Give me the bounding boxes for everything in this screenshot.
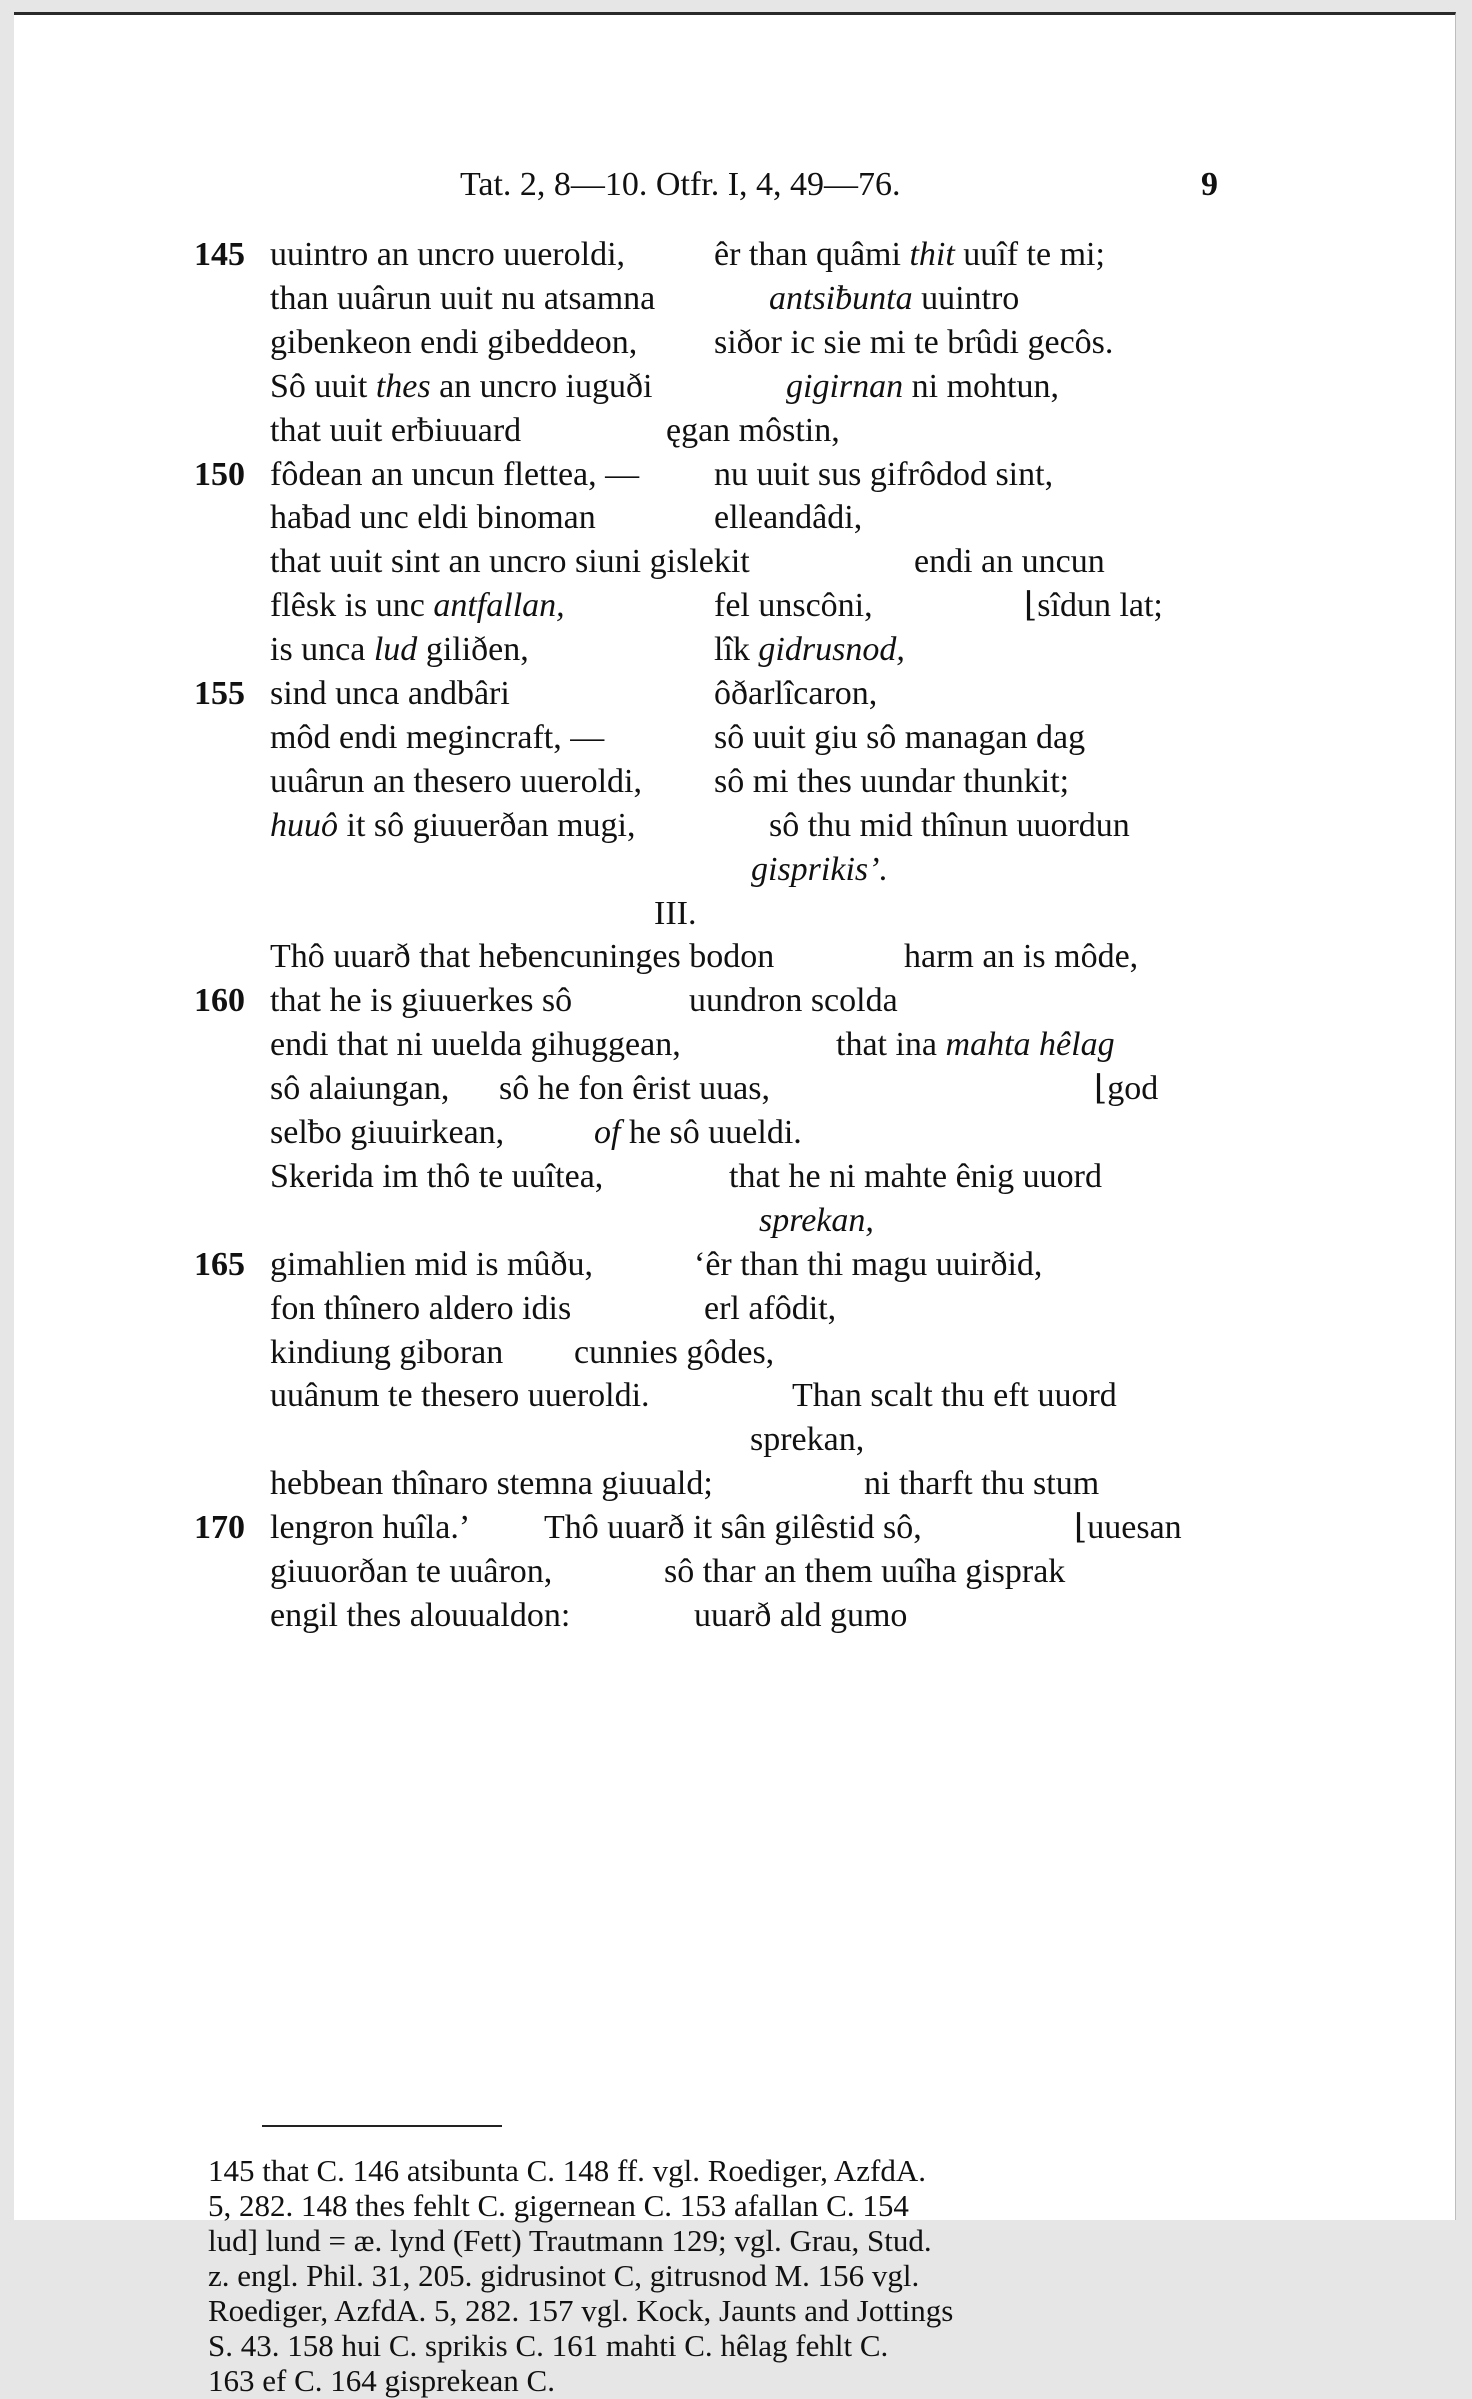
- footnote-line: 145 that C. 146 atsibunta C. 148 ff. vgl. Roediger, AzfdA.: [208, 2153, 926, 2188]
- verse-line: [194, 716, 1234, 760]
- text-run: haƀad unc eldi binoman: [270, 499, 596, 537]
- text-run: engil thes alouualdon:: [270, 1596, 571, 1634]
- second-half-line: [714, 496, 862, 540]
- second-half-line: [594, 1111, 802, 1155]
- second-half-line: [750, 1418, 864, 1462]
- footnote-line: 163 ef C. 164 gisprekean C.: [208, 2363, 555, 2398]
- verse-line: [194, 935, 1234, 979]
- text-run: it sô giuuerðan mugi,: [338, 806, 636, 844]
- footnote-rule: [262, 2125, 502, 2127]
- first-half-line: [270, 1550, 552, 1594]
- text-run: erl afôdit,: [704, 1289, 837, 1327]
- text-run: nu uuit sus gifrôdod sint,: [714, 455, 1054, 493]
- first-half-line: [270, 453, 639, 497]
- text-run: gigirnan: [786, 367, 904, 405]
- text-run: sô thu mid thînun uuordun: [769, 806, 1130, 844]
- second-half-line: [714, 453, 1053, 497]
- verse-line: [194, 1199, 1234, 1243]
- text-run: harm an is môde,: [904, 938, 1139, 976]
- second-half-line: [714, 672, 877, 716]
- text-run: êr than quâmi: [714, 236, 910, 273]
- first-half-line: [270, 1243, 593, 1287]
- footnote-line: lud] lund = æ. lynd (Fett) Trautmann 129; vgl. Grau, Stud.: [208, 2223, 932, 2258]
- text-run: flêsk is unc: [270, 587, 434, 625]
- second-half-line: [654, 892, 696, 936]
- text-run: sô he fon êrist uuas,: [499, 1070, 771, 1108]
- text-run: sprekan,: [750, 1421, 865, 1459]
- text-run: an uncro iuguði: [430, 367, 653, 405]
- text-run: fon thînero aldero idis: [270, 1289, 572, 1327]
- text-run: gisprikis’.: [751, 850, 888, 888]
- second-half-line: [544, 1506, 922, 1550]
- text-run: sô alaiungan,: [270, 1070, 450, 1108]
- text-run: than uuârun uuit nu atsamna: [270, 279, 656, 317]
- text-run: thes: [375, 367, 431, 405]
- text-run: that he ni mahte ênig uuord: [729, 1157, 1102, 1195]
- verse-line: [194, 1331, 1234, 1375]
- verse-line: [194, 453, 1234, 497]
- verse-line: [194, 672, 1234, 716]
- carried-over-text: ⌊sîdun lat;: [1024, 587, 1163, 625]
- first-half-line: [270, 584, 565, 628]
- text-run: antsiƀunta: [769, 279, 913, 317]
- first-half-line: [270, 409, 521, 453]
- second-half-line: [714, 321, 1113, 365]
- first-half-line: [270, 1067, 449, 1111]
- first-half-line: [270, 628, 529, 672]
- text-run: fel unscôni,: [714, 587, 873, 625]
- footnote-line: S. 43. 158 hui C. sprikis C. 161 mahti C. hêlag fehlt C.: [208, 2328, 889, 2363]
- text-run: that he is giuuerkes sô: [270, 982, 573, 1020]
- second-half-line: [694, 1594, 907, 1638]
- first-half-line: [270, 540, 750, 584]
- text-run: ni tharft thu stum: [864, 1465, 1100, 1503]
- footnote-line: z. engl. Phil. 31, 205. gidrusinot C, gitrusnod M. 156 vgl.: [208, 2258, 920, 2293]
- first-half-line: [270, 1287, 571, 1331]
- text-run: uuintro an uncro uueroldi,: [270, 236, 626, 273]
- text-run: Thô uuarð it sân gilêstid sô,: [544, 1509, 922, 1547]
- text-run: mahta hêlag: [945, 1026, 1115, 1064]
- line-number: 150: [194, 455, 245, 493]
- text-run: is unca: [270, 631, 374, 669]
- first-half-line: [270, 760, 642, 804]
- second-half-line: [904, 935, 1138, 979]
- first-half-line: [270, 1023, 681, 1067]
- text-run: siðor ic sie mi te brûdi gecôs.: [714, 323, 1114, 361]
- text-run: Thô uuarð that heƀencuninges bodon: [270, 938, 775, 976]
- text-run: giliðen,: [417, 631, 529, 669]
- second-half-line: [714, 584, 873, 628]
- second-half-line: [751, 848, 888, 892]
- text-run: antfallan,: [433, 587, 565, 625]
- second-half-line: [689, 979, 898, 1023]
- verse-line: [194, 1550, 1234, 1594]
- second-half-line: [704, 1287, 836, 1331]
- text-run: kindiung giboran: [270, 1333, 504, 1371]
- text-run: sind unca andbâri: [270, 675, 510, 712]
- verse-line: [194, 1287, 1234, 1331]
- first-half-line: [270, 1111, 504, 1155]
- verse-line: [194, 1418, 1234, 1462]
- text-run: thit: [909, 236, 955, 273]
- text-run: uundron scolda: [689, 982, 898, 1020]
- page-number: 9: [1201, 166, 1218, 203]
- text-run: sprekan,: [759, 1201, 874, 1239]
- text-run: gidrusnod,: [758, 631, 905, 669]
- verse-line: [194, 1023, 1234, 1067]
- line-number: 160: [194, 982, 245, 1020]
- text-run: ôðarlîcaron,: [714, 675, 878, 712]
- text-run: sô uuit giu sô managan dag: [714, 718, 1086, 756]
- text-run: uuintro: [912, 279, 1020, 317]
- text-run: hebbean thînaro stemna giuuald;: [270, 1465, 713, 1503]
- second-half-line: [769, 804, 1130, 848]
- second-half-line: [759, 1199, 874, 1243]
- text-run: that uuit erƀiuuard: [270, 411, 522, 449]
- text-run: môd endi megincraft, —: [270, 718, 605, 756]
- verse-line: [194, 804, 1234, 848]
- verse-line: [194, 1374, 1234, 1418]
- footnote-line: Roediger, AzfdA. 5, 282. 157 vgl. Kock, Jaunts and Jottings: [208, 2293, 954, 2328]
- text-run: ni mohtun,: [903, 367, 1059, 405]
- running-title: Tat. 2, 8—10. Otfr. I, 4, 49—76.: [460, 166, 901, 203]
- second-half-line: [574, 1331, 774, 1375]
- carried-over-text: ⌊god: [1094, 1070, 1159, 1108]
- first-half-line: [270, 1331, 503, 1375]
- second-half-line: [786, 365, 1059, 409]
- verse-line: [194, 233, 1234, 277]
- verse-line: [194, 584, 1234, 628]
- second-half-line: [714, 716, 1085, 760]
- first-half-line: [270, 233, 625, 277]
- verse-line: [194, 365, 1234, 409]
- text-run: that ina: [836, 1026, 946, 1064]
- text-run: sô mi thes uundar thunkit;: [714, 762, 1070, 800]
- first-half-line: [270, 321, 637, 365]
- verse-line: [194, 496, 1234, 540]
- text-run: giuuorðan te uuâron,: [270, 1553, 553, 1590]
- second-half-line: [769, 277, 1019, 321]
- book-page: [14, 12, 1456, 2398]
- first-half-line: [270, 672, 510, 716]
- second-half-line: [864, 1462, 1099, 1506]
- first-half-line: [270, 496, 596, 540]
- text-run: lîk: [714, 631, 759, 669]
- first-half-line: [270, 935, 774, 979]
- text-run: uuarð ald gumo: [694, 1596, 908, 1634]
- first-half-line: [270, 1594, 570, 1638]
- verse-line: [194, 1594, 1234, 1638]
- text-run: Than scalt thu eft uuord: [792, 1377, 1117, 1415]
- second-half-line: [914, 540, 1105, 584]
- text-run: gibenkeon endi gibeddeon,: [270, 323, 638, 361]
- text-run: uuânum te thesero uueroldi.: [270, 1377, 650, 1415]
- text-run: elleandâdi,: [714, 499, 863, 537]
- verse-line: [194, 628, 1234, 672]
- text-run: uuârun an thesero uueroldi,: [270, 762, 642, 800]
- text-run: gimahlien mid is mûðu,: [270, 1245, 593, 1283]
- text-run: ‘êr than thi magu uuirðid,: [694, 1245, 1043, 1283]
- second-half-line: [664, 1550, 1065, 1594]
- verse-line: [194, 1506, 1234, 1550]
- verse-line: [194, 979, 1234, 1023]
- second-half-line: [836, 1023, 1115, 1067]
- text-run: sô thar an them uuîha gisprak: [664, 1553, 1066, 1590]
- verse-line: [194, 1243, 1234, 1287]
- verse-line: [194, 321, 1234, 365]
- text-run: endi that ni uuelda gihuggean,: [270, 1026, 681, 1064]
- first-half-line: [270, 1462, 713, 1506]
- second-half-line: [666, 409, 840, 453]
- second-half-line: [499, 1067, 770, 1111]
- verse-line: [194, 277, 1234, 321]
- second-half-line: [729, 1155, 1102, 1199]
- text-run: he sô uueldi.: [620, 1114, 802, 1151]
- first-half-line: [270, 1374, 650, 1418]
- line-number: 145: [194, 236, 245, 273]
- verse-line: [194, 1462, 1234, 1506]
- second-half-line: [792, 1374, 1117, 1418]
- first-half-line: [270, 277, 655, 321]
- text-run: uuîf te mi;: [954, 236, 1105, 273]
- text-run: selƀo giuuirkean,: [270, 1114, 505, 1151]
- text-run: ęgan môstin,: [666, 411, 840, 449]
- text-run: of: [594, 1114, 621, 1151]
- verse-line: [194, 540, 1234, 584]
- verse-line: [194, 1111, 1234, 1155]
- line-number: 165: [194, 1245, 245, 1283]
- verse-line: [194, 1067, 1234, 1111]
- verse-line: [194, 848, 1234, 892]
- first-half-line: [270, 1506, 470, 1550]
- text-run: III.: [654, 894, 697, 932]
- text-run: Sô uuit: [270, 367, 376, 405]
- line-number: 170: [194, 1509, 245, 1547]
- verse-line: [194, 760, 1234, 804]
- second-half-line: [694, 1243, 1042, 1287]
- first-half-line: [270, 365, 653, 409]
- text-run: lud: [373, 631, 418, 669]
- verse-line: [194, 409, 1234, 453]
- first-half-line: [270, 979, 572, 1023]
- verse-line: [194, 1155, 1234, 1199]
- second-half-line: [714, 628, 905, 672]
- text-run: cunnies gôdes,: [574, 1333, 775, 1371]
- text-run: endi an uncun: [914, 543, 1105, 581]
- second-half-line: [714, 233, 1105, 277]
- text-run: Skerida im thô te uuîtea,: [270, 1157, 604, 1195]
- text-run: lengron huîla.’: [270, 1509, 471, 1547]
- second-half-line: [714, 760, 1069, 804]
- first-half-line: [270, 1155, 603, 1199]
- text-run: that uuit sint an uncro siuni gislekit: [270, 543, 750, 581]
- footnote-line: 5, 282. 148 thes fehlt C. gigernean C. 153 afallan C. 154: [208, 2188, 909, 2223]
- line-number: 155: [194, 675, 245, 712]
- verse-line: [194, 892, 1234, 936]
- text-run: fôdean an uncun flettea, —: [270, 455, 640, 493]
- first-half-line: [270, 716, 604, 760]
- first-half-line: [270, 804, 635, 848]
- text-run: huuô: [270, 806, 338, 844]
- carried-over-text: ⌊uuesan: [1074, 1509, 1182, 1547]
